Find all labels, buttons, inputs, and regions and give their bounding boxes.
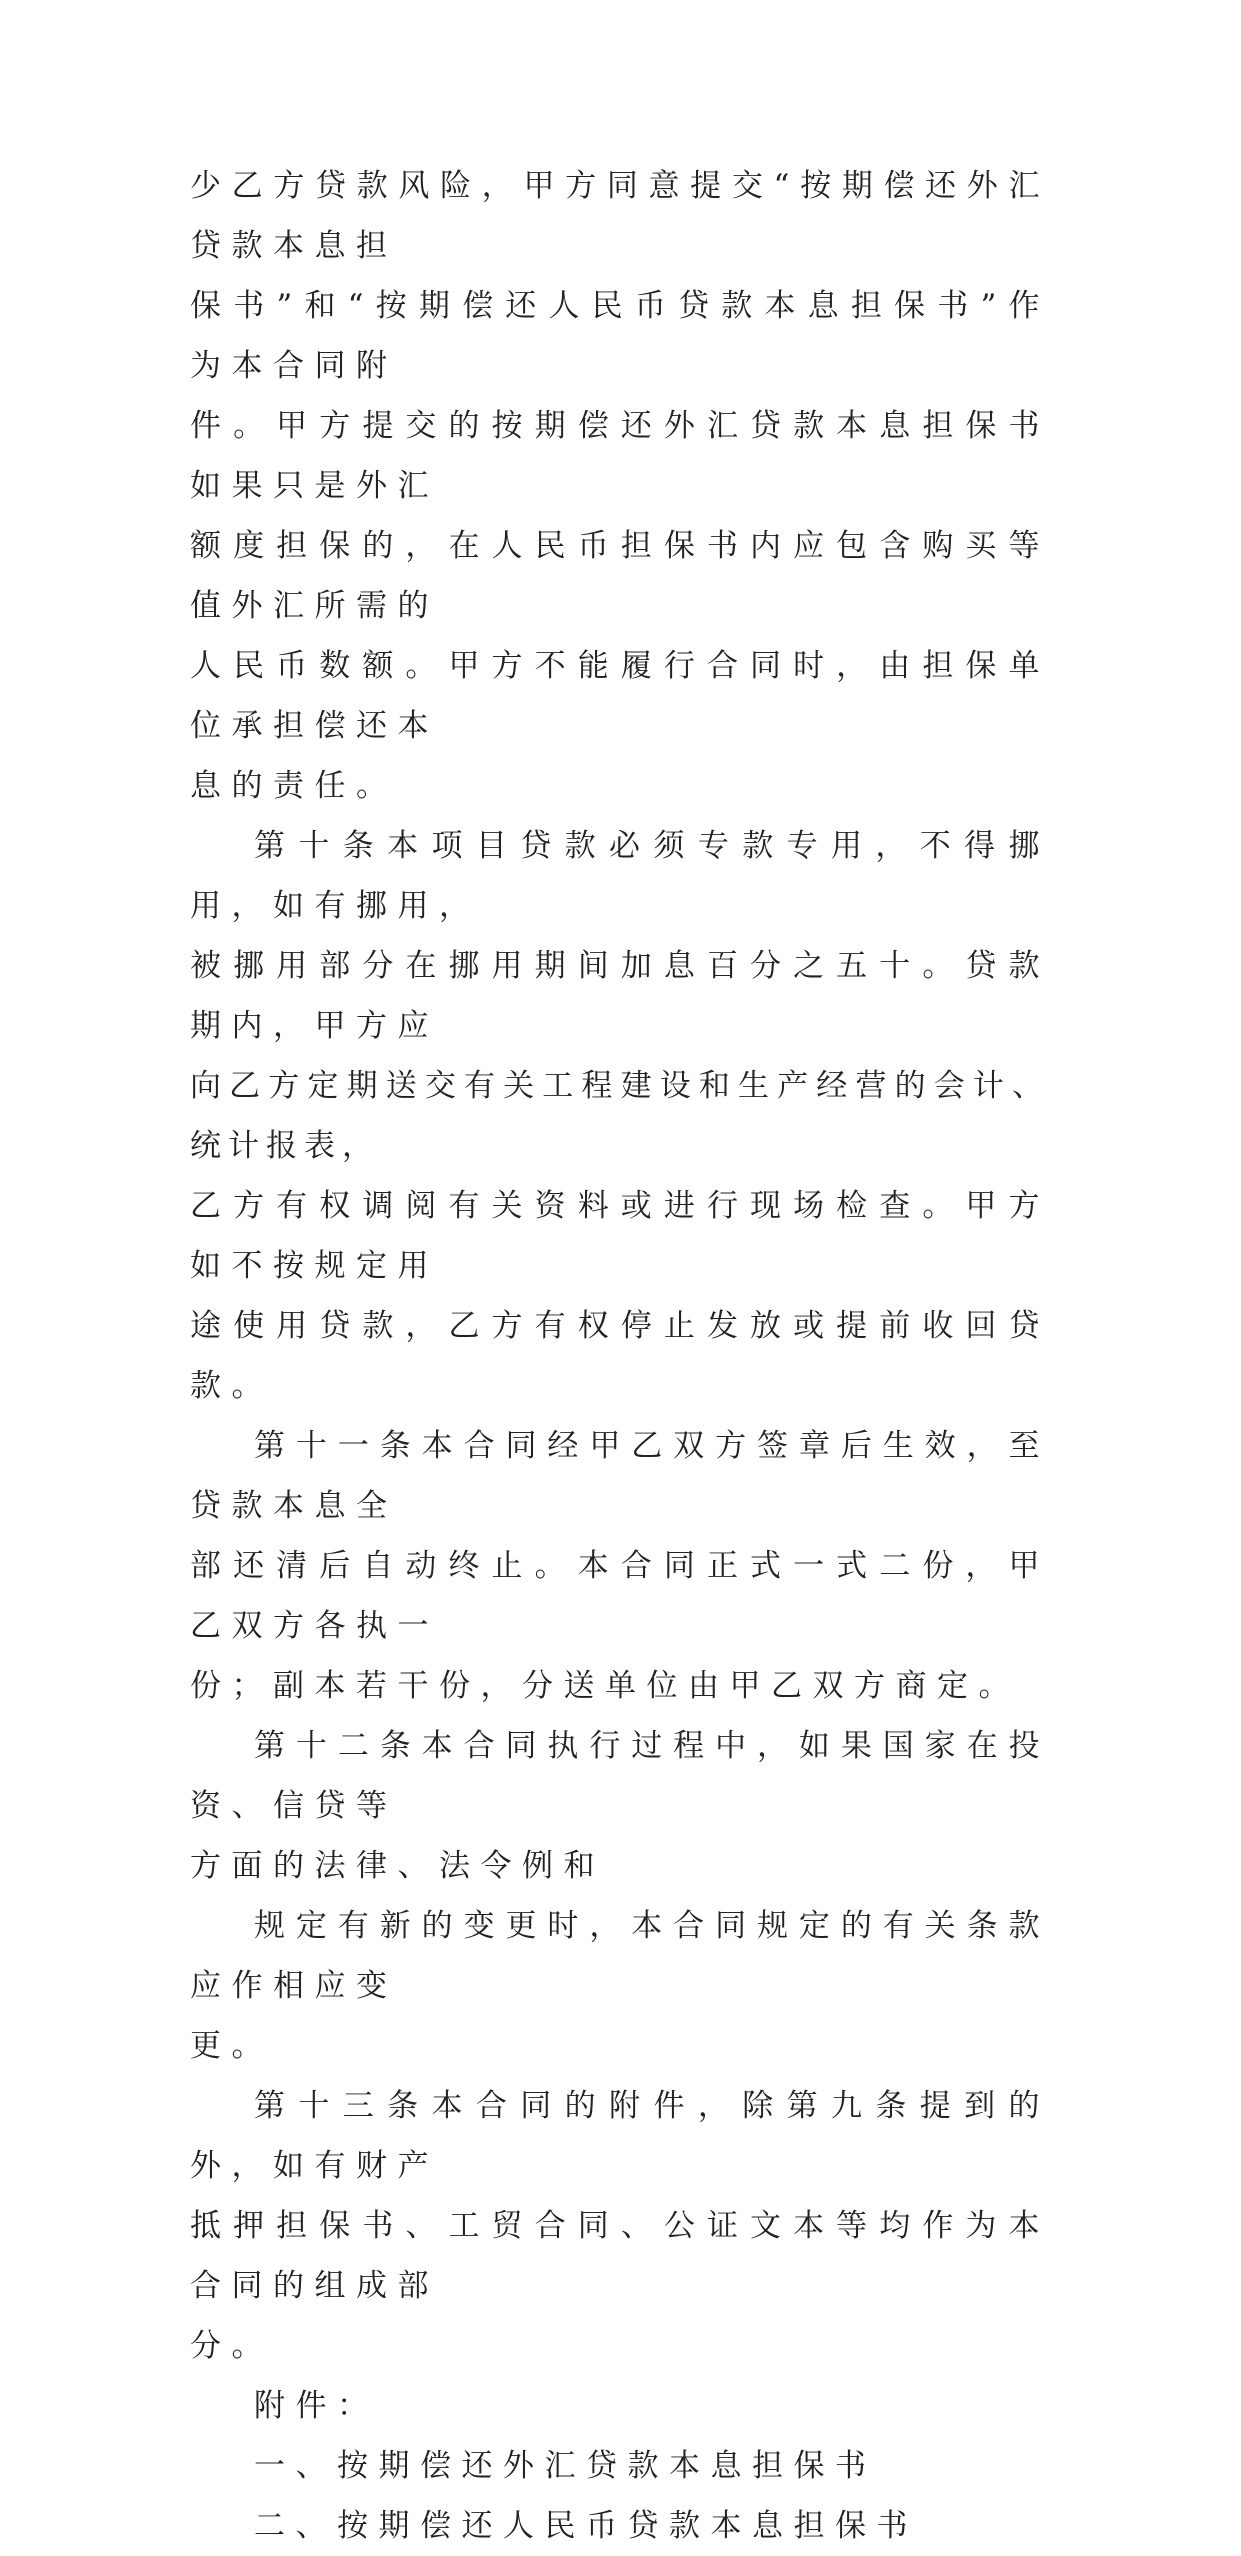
- text-line: 附件：: [254, 2388, 379, 2424]
- text-line: 部还清后自动终止。本合同正式一式二份，甲乙双方各执一: [190, 1548, 1050, 1644]
- text-line: 更。: [190, 2028, 273, 2064]
- text-line: 人民币数额。甲方不能履行合同时，由担保单位承担偿还本: [190, 648, 1050, 744]
- attachment-item-2: [190, 2496, 1050, 2556]
- text-line: 途使用贷款，乙方有权停止发放或提前收回贷款。: [190, 1308, 1050, 1404]
- paragraph-article-12-continued: [190, 1896, 1050, 2076]
- text-line: 一、按期偿还外汇贷款本息担保书: [254, 2448, 877, 2484]
- text-line: 第十二条本合同执行过程中，如果国家在投资、信贷等: [190, 1728, 1050, 1824]
- paragraph-article-13: [190, 2076, 1050, 2376]
- text-line: 保书”和“按期偿还人民币贷款本息担保书”作为本合同附: [190, 288, 1050, 384]
- text-line: 规定有新的变更时，本合同规定的有关条款应作相应变: [190, 1908, 1050, 2004]
- text-line: 第十条本项目贷款必须专款专用，不得挪用，如有挪用，: [190, 828, 1050, 924]
- document-body: [190, 156, 1050, 2556]
- text-line: 抵押担保书、工贸合同、公证文本等均作为本合同的组成部: [190, 2208, 1050, 2304]
- paragraph-article-10: [190, 816, 1050, 1416]
- paragraph-guarantee: [190, 156, 1050, 816]
- text-line: 乙方有权调阅有关资料或进行现场检查。甲方如不按规定用: [190, 1188, 1050, 1284]
- text-line: 份；副本若干份，分送单位由甲乙双方商定。: [190, 1668, 1020, 1704]
- attachments-heading: [190, 2376, 1050, 2436]
- text-line: 被挪用部分在挪用期间加息百分之五十。贷款期内，甲方应: [190, 948, 1050, 1044]
- text-line: 额度担保的，在人民币担保书内应包含购买等值外汇所需的: [190, 528, 1050, 624]
- text-line: 向乙方定期送交有关工程建设和生产经营的会计、统计报表，: [190, 1068, 1050, 1164]
- text-line: 方面的法律、法令例和: [190, 1848, 605, 1884]
- text-line: 件。甲方提交的按期偿还外汇贷款本息担保书如果只是外汇: [190, 408, 1050, 504]
- paragraph-article-12: [190, 1716, 1050, 1896]
- text-line: 二、按期偿还人民币贷款本息担保书: [254, 2508, 918, 2544]
- attachment-item-1: [190, 2436, 1050, 2496]
- text-line: 第十一条本合同经甲乙双方签章后生效，至贷款本息全: [190, 1428, 1050, 1524]
- text-line: 分。: [190, 2328, 273, 2364]
- paragraph-article-11: [190, 1416, 1050, 1716]
- text-line: 第十三条本合同的附件，除第九条提到的外，如有财产: [190, 2088, 1050, 2184]
- text-line: 息的责任。: [190, 768, 398, 804]
- text-line: 少乙方贷款风险，甲方同意提交“按期偿还外汇贷款本息担: [190, 168, 1050, 264]
